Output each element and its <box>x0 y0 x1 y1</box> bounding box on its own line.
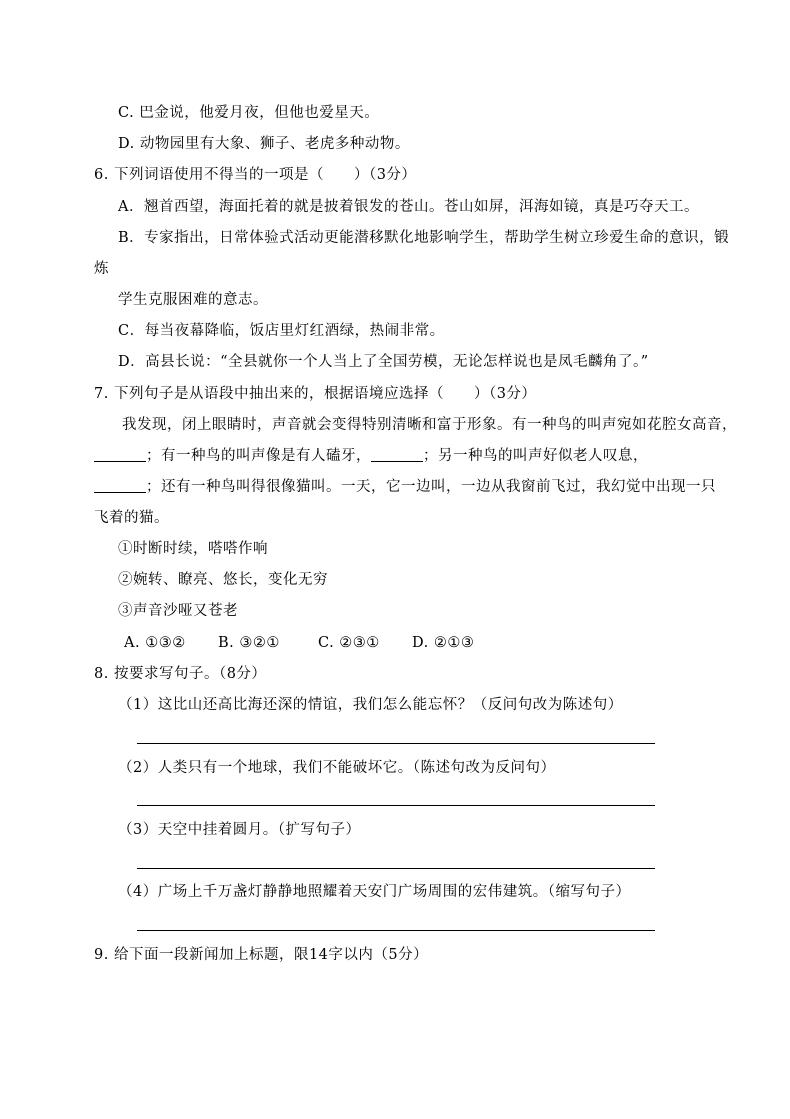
q8-sub-2: （2）人类只有一个地球，我们不能破坏它。（陈述句改为反问句） <box>118 760 556 776</box>
q7-stem: 7. 下列句子是从语段中抽出来的，根据语境应选择（ ）（3分） <box>94 386 537 402</box>
q8-sub-3: （3）天空中挂着圆月。（扩写句子） <box>118 822 361 838</box>
q8-sub-1: （1）这比山还高比海还深的情谊，我们怎么能忘怀？（反问句改为陈述句） <box>118 697 623 713</box>
q6-option-a: A．翘首西望，海面托着的就是披着银发的苍山。苍山如屏，洱海如镜，真是巧夺天工。 <box>118 199 699 215</box>
q8-answer-line-3[interactable] <box>137 868 655 869</box>
q7-paragraph-line4: 飞着的猫。 <box>94 510 169 526</box>
blank-2 <box>371 447 423 462</box>
q8-answer-line-2[interactable] <box>137 805 655 806</box>
q5-option-c: C. 巴金说，他爱月夜，但他也爱星天。 <box>118 105 380 121</box>
q6-option-b-line3: 学生克服困难的意志。 <box>118 292 268 308</box>
q7-choice-b: B. ③②① <box>218 635 280 651</box>
q9-stem: 9. 给下面一段新闻加上标题，限14字以内（5分） <box>94 947 429 963</box>
q7-choices <box>124 634 474 652</box>
q8-sub-4: （4）广场上千万盏灯静静地照耀着天安门广场周围的宏伟建筑。（缩写句子） <box>118 884 631 900</box>
q6-stem: 6. 下列词语使用不得当的一项是（ ）（3分） <box>94 167 417 183</box>
q7-paragraph-line2-b: ；另一种鸟的叫声好似老人叹息， <box>423 448 648 464</box>
q8-answer-line-4[interactable] <box>137 930 655 931</box>
blank-1 <box>94 447 146 462</box>
q7-paragraph-line2-a: ；有一种鸟的叫声像是有人磕牙， <box>146 448 371 464</box>
q7-paragraph-line2 <box>94 447 648 465</box>
q8-answer-line-1[interactable] <box>137 743 655 744</box>
q7-paragraph-line1: 我发现，闭上眼睛时，声音就会变得特别清晰和富于形象。有一种鸟的叫声宛如花腔女高音， <box>122 417 737 433</box>
q7-choice-a: A. ①③② <box>124 635 186 651</box>
q7-item-2: ②婉转、瞭亮、悠长，变化无穷 <box>118 572 328 588</box>
q6-option-c: C．每当夜幕降临，饭店里灯红酒绿，热闹非常。 <box>118 323 445 339</box>
q7-item-3: ③声音沙哑又苍老 <box>118 603 238 619</box>
q5-option-d: D. 动物园里有大象、狮子、老虎多种动物。 <box>118 136 410 152</box>
q6-option-d: D．高县长说：“全县就你一个人当上了全国劳模，无论怎样说也是凤毛麟角了。” <box>118 354 649 370</box>
q7-choice-d: D. ②①③ <box>412 635 475 651</box>
q8-stem: 8. 按要求写句子。（8分） <box>94 666 267 682</box>
q6-option-b-line2: 炼 <box>94 261 109 277</box>
q7-paragraph-line3-text: ；还有一种鸟叫得很像猫叫。一天，它一边叫，一边从我窗前飞过，我幻觉中出现一只 <box>146 479 716 495</box>
q7-item-1: ①时断时续，嗒嗒作响 <box>118 541 268 557</box>
q7-choice-c: C. ②③① <box>318 635 380 651</box>
q7-paragraph-line3 <box>94 478 716 496</box>
blank-3 <box>94 478 146 493</box>
q6-option-b-line1: B．专家指出，日常体验式活动更能潜移默化地影响学生，帮助学生树立珍爱生命的意识，锻 <box>118 230 730 246</box>
